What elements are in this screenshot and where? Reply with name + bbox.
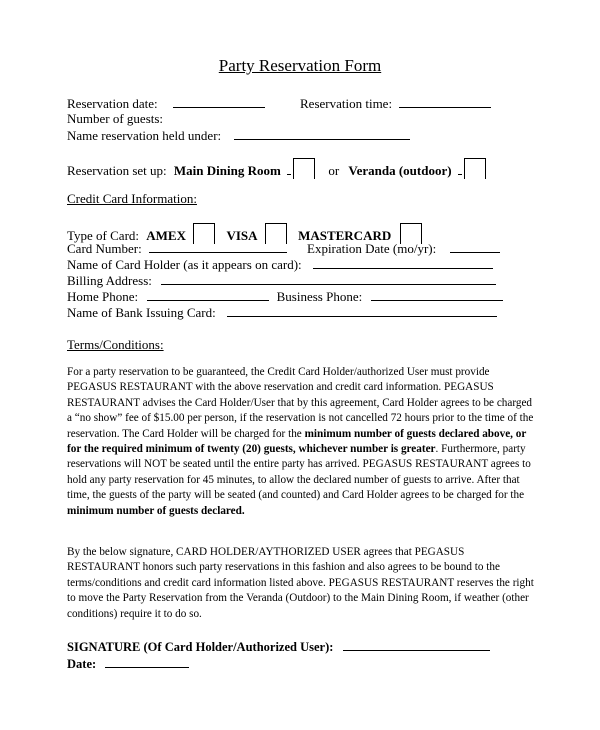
veranda-label: Veranda (outdoor) <box>348 163 452 178</box>
name-row <box>67 127 410 144</box>
page-title: Party Reservation Form <box>218 56 382 75</box>
veranda-checkbox[interactable] <box>464 158 486 179</box>
terms-heading: Terms/Conditions: <box>67 337 164 352</box>
terms-p1-bold-d: minimum number of guests declared. <box>67 504 245 517</box>
business-phone-label: Business Phone: <box>276 289 363 304</box>
home-phone-field[interactable] <box>147 288 269 301</box>
bank-field[interactable] <box>227 304 497 317</box>
main-dining-label: Main Dining Room <box>173 163 281 178</box>
card-number-row <box>67 240 287 257</box>
reservation-time-label: Reservation time: <box>300 96 393 111</box>
reservation-date-row <box>67 95 265 112</box>
setup-label: Reservation set up: <box>67 163 167 178</box>
terms-paragraph-1 <box>67 365 537 519</box>
name-label: Name reservation held under: <box>67 128 222 143</box>
veranda-underline <box>458 162 462 175</box>
expiration-row <box>307 240 500 257</box>
terms-p1-bold-b: minimum number of guests declared above, or for the required minimum of twenty (20) guests, whichever number is greater <box>67 427 527 456</box>
main-dining-checkbox[interactable] <box>293 158 315 179</box>
signature-label: SIGNATURE (Of Card Holder/Authorized User): <box>67 640 334 654</box>
or-text: or <box>328 163 340 178</box>
signature-row <box>67 638 490 655</box>
amex-label: AMEX <box>146 228 186 243</box>
terms-paragraph-2 <box>67 545 537 622</box>
holder-row <box>67 256 493 273</box>
guests-label: Number of guests: <box>67 111 164 126</box>
signature-date-row <box>67 655 189 672</box>
name-field[interactable] <box>234 127 410 140</box>
bank-row <box>67 304 497 321</box>
reservation-time-field[interactable] <box>399 95 491 108</box>
holder-label: Name of Card Holder (as it appears on card): <box>67 257 302 272</box>
reservation-time-row <box>300 95 491 112</box>
signature-field[interactable] <box>343 638 490 651</box>
billing-field[interactable] <box>161 272 496 285</box>
billing-label: Billing Address: <box>67 273 152 288</box>
mastercard-label: MASTERCARD <box>298 228 392 243</box>
expiration-field[interactable] <box>450 240 500 253</box>
reservation-date-label: Reservation date: <box>67 96 158 111</box>
signature-date-field[interactable] <box>105 655 189 668</box>
billing-row <box>67 272 496 289</box>
credit-heading: Credit Card Information: <box>67 191 197 206</box>
setup-row <box>67 158 486 179</box>
reservation-date-field[interactable] <box>173 95 265 108</box>
bank-label: Name of Bank Issuing Card: <box>67 305 216 320</box>
expiration-label: Expiration Date (mo/yr): <box>307 241 437 256</box>
home-phone-label: Home Phone: <box>67 289 139 304</box>
phone-row <box>67 288 503 305</box>
terms-p2-text: By the below signature, CARD HOLDER/AYTHORIZED USER agrees that PEGASUS RESTAURANT honors such party reservations in this fashion and also agrees to be bound to the terms/conditions and credit card information listed above. PEGASUS RESTAURANT reserves the right to move the Party Reservation from the Veranda (Outdoor) to the Main Dining Room, if weather (other conditions) require it to do so. <box>67 546 534 620</box>
business-phone-field[interactable] <box>371 288 503 301</box>
visa-label: VISA <box>226 228 258 243</box>
main-dining-underline <box>287 162 291 175</box>
card-type-label: Type of Card: <box>67 228 140 243</box>
card-number-field[interactable] <box>149 240 287 253</box>
signature-date-label: Date: <box>67 657 97 671</box>
terms-p1-text-a: For a party reservation to be guaranteed, the Credit Card Holder/authorized User must provide PEGASUS RESTAURANT with the above reservation and credit card information. PEGASUS RESTAURANT advises the Card Holder/User that by this agreement, Card Holder agrees to be charged a “no show” fee of $15.00 per person, if the reservation is not cancelled 72 hours prior to the time of the reservation. The Card Holder will be charged for the <box>67 366 534 440</box>
terms-p1-text-c: . Furthermore, party reservations will NOT be seated until the entire party has arrived. PEGASUS RESTAURANT agrees to hold any party reservation for 45 minutes, to allow the declared number of guests to arrive. After that time, the guests of the party will be seated (and counted) and Card Holder agrees to be charged for the <box>67 443 531 502</box>
guests-row <box>67 111 163 127</box>
card-number-label: Card Number: <box>67 241 142 256</box>
holder-field[interactable] <box>313 256 493 269</box>
